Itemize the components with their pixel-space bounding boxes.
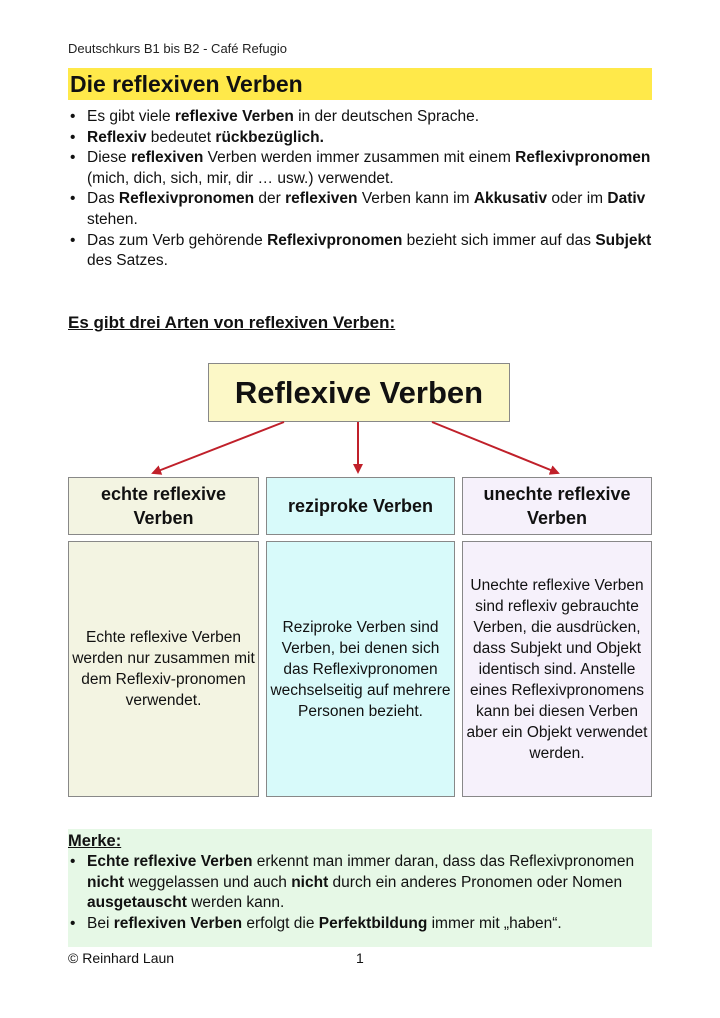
column-body-unechte: Unechte reflexive Verben sind reflexiv gebrauchte Verben, die ausdrücken, dass Subjekt und Objekt identisch sind. Anstelle eines Reflexivpronomens kann bei diesen Verben aber ein Objekt verwendet werden. [462, 541, 652, 797]
arrow-right [432, 422, 558, 473]
course-header: Deutschkurs B1 bis B2 - Café Refugio [68, 41, 287, 56]
merke-bullet: • Bei reflexiven Verben erfolgt die Perfektbildung immer mit „haben“. [68, 914, 648, 935]
merke-heading: Merke: [68, 832, 122, 850]
column-head-reziproke: reziproke Verben [266, 477, 455, 535]
types-heading-colon: : [389, 313, 396, 332]
arrow-left [153, 422, 284, 473]
intro-bullet: • Es gibt viele reflexive Verben in der deutschen Sprache. [68, 107, 658, 128]
merke-bullet: • Echte reflexive Verben erkennt man immer daran, dass das Reflexivpronomen nicht weggelassen und auch nicht durch ein anderes Pronomen oder Nomen ausgetauscht werden kann. [68, 852, 648, 914]
column-head-unechte: unechte reflexive Verben [462, 477, 652, 535]
types-heading-text: Es gibt drei Arten von reflexiven Verben [68, 313, 390, 332]
intro-bullet: • Diese reflexiven Verben werden immer zusammen mit einem Reflexivpronomen (mich, dich, sich, mir, dir … usw.) verwendet. [68, 148, 658, 189]
column-body-echte: Echte reflexive Verben werden nur zusammen mit dem Reflexiv-pronomen verwendet. [68, 541, 259, 797]
merke-bullet-list [68, 852, 648, 934]
footer-page-number: 1 [356, 950, 364, 966]
column-body-reziproke: Reziproke Verben sind Verben, bei denen sich das Reflexivpronomen wechselseitig auf mehrere Personen bezieht. [266, 541, 455, 797]
diagram-main-box: Reflexive Verben [208, 363, 510, 422]
column-head-echte: echte reflexive Verben [68, 477, 259, 535]
intro-bullet: • Das Reflexivpronomen der reflexiven Verben kann im Akkusativ oder im Dativ stehen. [68, 189, 658, 230]
page-title: Die reflexiven Verben [68, 68, 652, 100]
intro-bullet: • Das zum Verb gehörende Reflexivpronomen bezieht sich immer auf das Subjekt des Satzes. [68, 231, 658, 272]
footer-copyright: © Reinhard Laun [68, 950, 175, 966]
intro-bullet: • Reflexiv bedeutet rückbezüglich. [68, 128, 658, 149]
